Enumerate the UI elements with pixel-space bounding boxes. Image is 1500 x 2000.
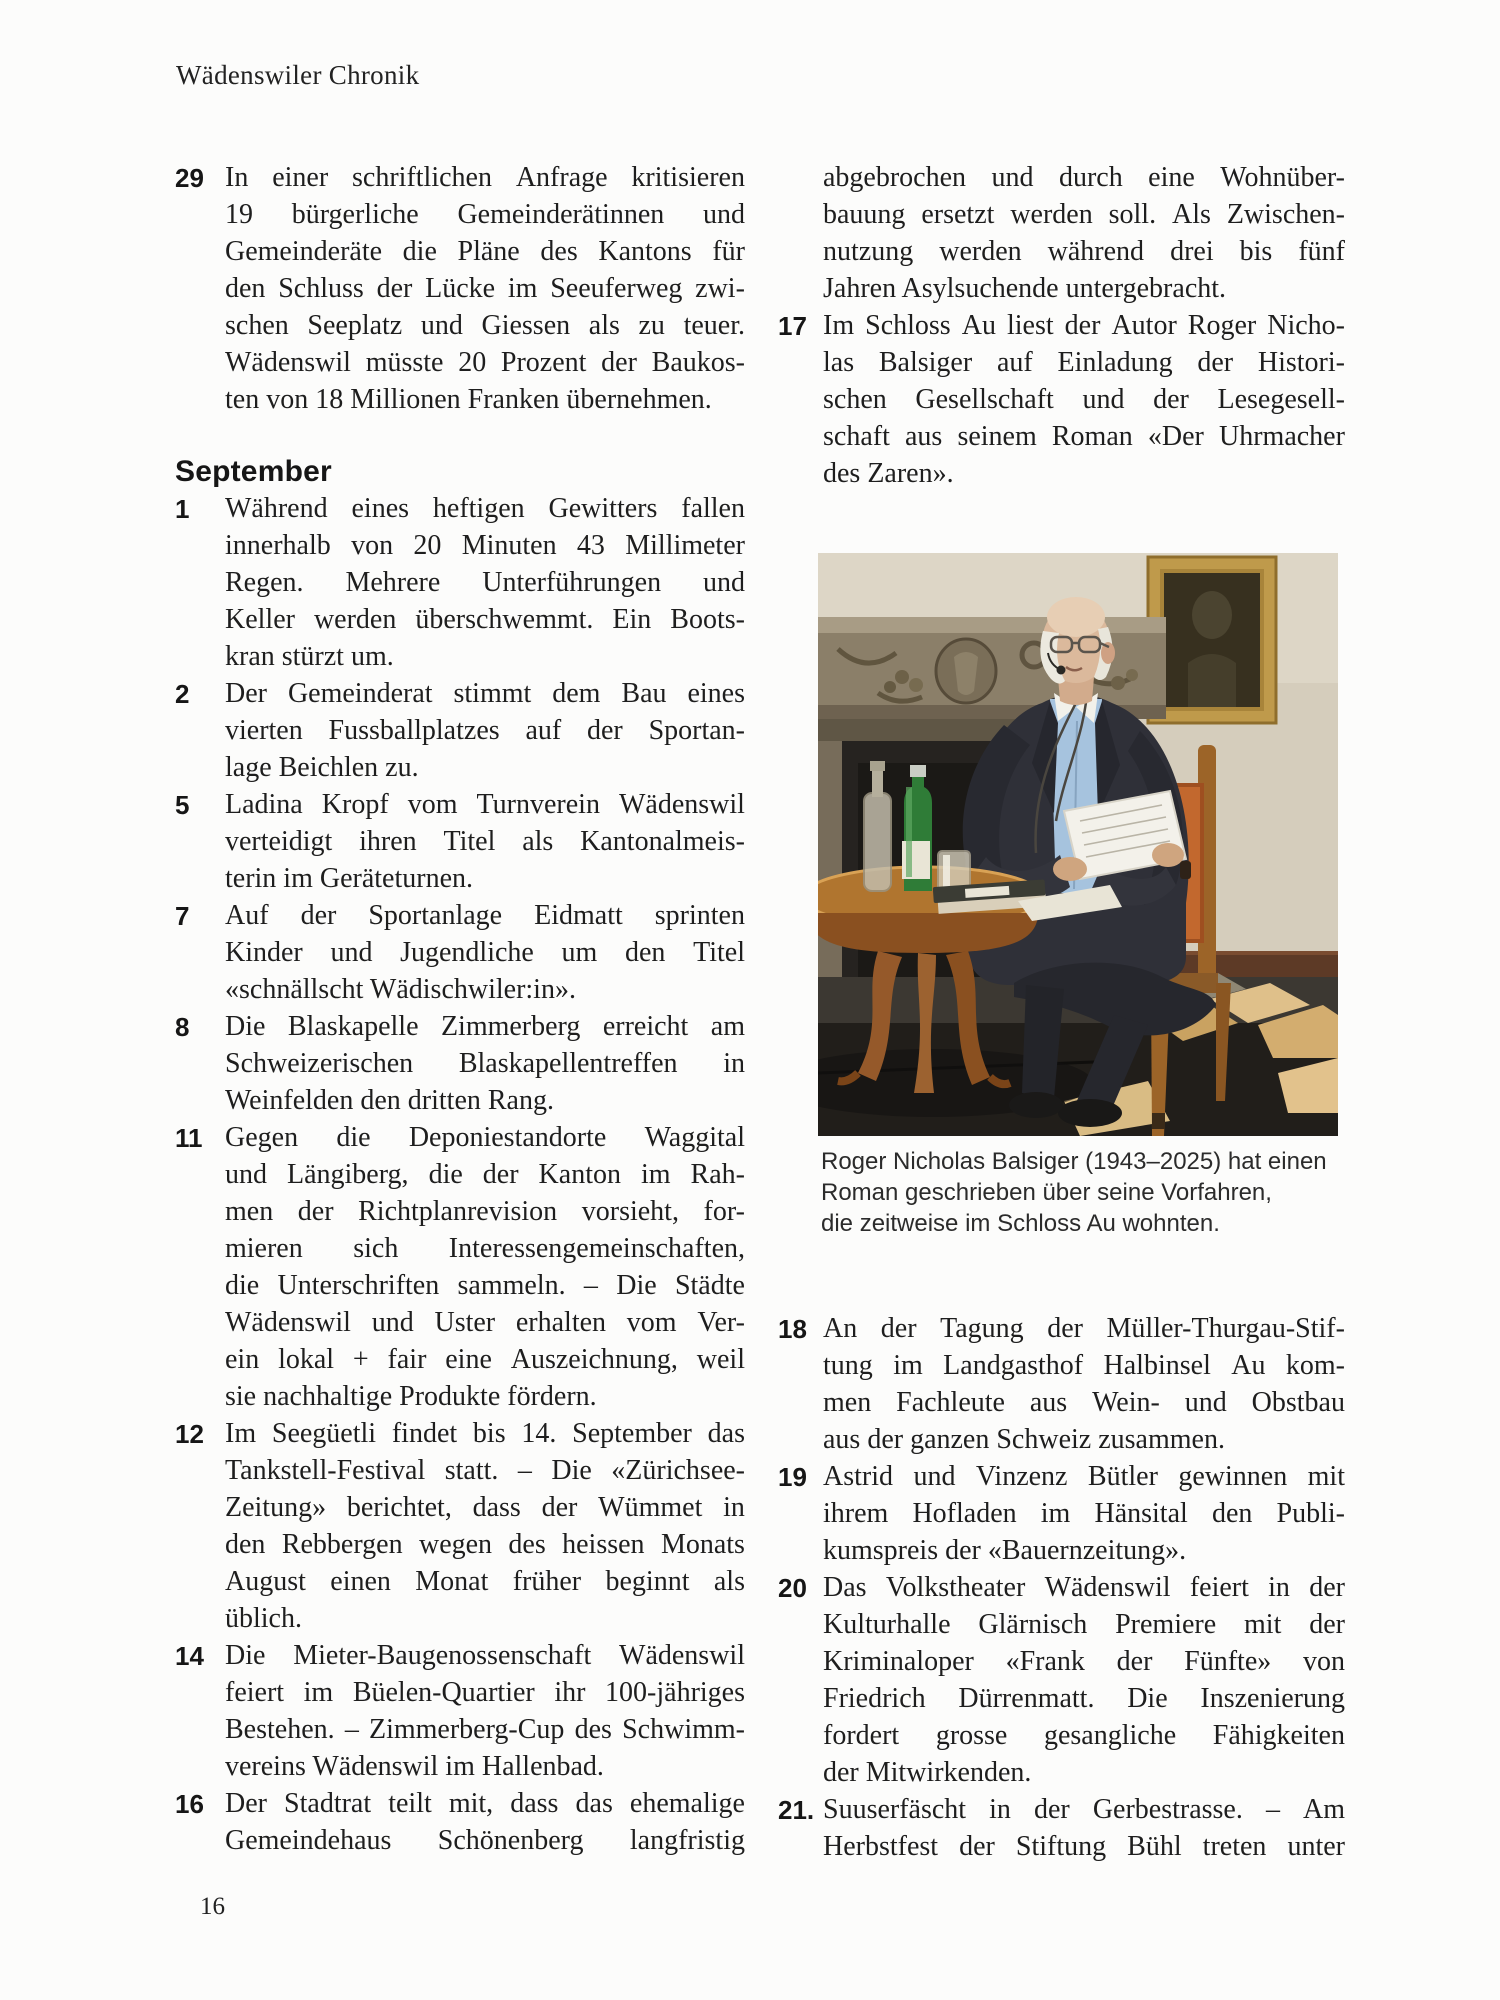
text-line: die Unterschriften sammeln. – Die Städte [225, 1270, 745, 1301]
text-line: innerhalb von 20 Minuten 43 Millimeter [225, 530, 745, 561]
text-line: Kulturhalle Glärnisch Premiere mit der [823, 1609, 1345, 1640]
text-line: kran stürzt um. [225, 641, 394, 672]
chronicle-entry-18 [778, 1310, 1345, 1458]
text-line: Der Gemeinderat stimmt dem Bau eines [225, 678, 745, 709]
entry-text [225, 897, 745, 1008]
entry-day-number: 7 [175, 901, 190, 931]
text-line: Zeitung» berichtet, dass der Wümmet in [225, 1492, 745, 1523]
text-line: Regen. Mehrere Unterführungen und [225, 567, 745, 598]
text-line: ihrem Hofladen im Hänsital den Publi- [823, 1498, 1345, 1529]
right-column-bottom [778, 1310, 1345, 1865]
text-line: Schweizerischen Blaskapellentreffen in [225, 1048, 745, 1079]
chronicle-entry-29 [175, 159, 745, 418]
chronicle-entry-5 [175, 786, 745, 897]
entry-text [225, 675, 745, 786]
chronicle-entry-12 [175, 1415, 745, 1637]
text-line: Wädenswil müsste 20 Prozent der Baukos- [225, 347, 745, 378]
framed-portrait [1148, 557, 1276, 723]
text-line: nutzung werden während drei bis fünf [823, 236, 1345, 267]
text-line: ten von 18 Millionen Franken übernehmen. [225, 384, 712, 415]
photo-roger-balsiger-reading [818, 553, 1338, 1136]
text-line: las Balsiger auf Einladung der Histori- [823, 347, 1345, 378]
text-line: men Fachleute aus Wein- und Obstbau [823, 1387, 1345, 1418]
chronicle-entry-8 [175, 1008, 745, 1119]
text-line: der Mitwirkenden. [823, 1757, 1032, 1788]
entry-text [823, 1310, 1345, 1458]
text-line: August einen Monat früher beginnt als [225, 1566, 745, 1597]
chronicle-entry-19 [778, 1458, 1345, 1569]
text-line: feiert im Büelen-Quartier ihr 100-jähriges [225, 1677, 745, 1708]
entry-text [823, 307, 1345, 492]
caption-line: Roger Nicholas Balsiger (1943–2025) hat einen [821, 1148, 1327, 1175]
text-line: verteidigt ihren Titel als Kantonalmeis- [225, 826, 745, 857]
text-line: Gemeindehaus Schönenberg langfristig [225, 1825, 745, 1856]
entry-text [225, 1008, 745, 1119]
running-header: Wädenswiler Chronik [176, 60, 420, 90]
entry-day-number: 12 [175, 1419, 204, 1449]
text-line: den Rebbergen wegen des heissen Monats [225, 1529, 745, 1560]
text-line: Wädenswil und Uster erhalten vom Ver- [225, 1307, 745, 1338]
entry-day-number: 5 [175, 790, 190, 820]
text-line: Während eines heftigen Gewitters fallen [225, 493, 745, 524]
text-line: mieren sich Interessengemeinschaften, [225, 1233, 745, 1264]
fireplace-mantel [818, 617, 1166, 719]
text-line: schen Gesellschaft und der Lesegesell- [823, 384, 1345, 415]
text-line: Jahren Asylsuchende untergebracht. [823, 273, 1227, 304]
entry-day-number: 16 [175, 1789, 204, 1819]
text-line: Kriminaloper «Frank der Fünfte» von [823, 1646, 1345, 1677]
text-line: Tankstell-Festival statt. – Die «Zürichsee- [225, 1455, 745, 1486]
text-line: Suuserfäscht in der Gerbestrasse. – Am [823, 1794, 1345, 1825]
text-line: Die Blaskapelle Zimmerberg erreicht am [225, 1011, 745, 1042]
chronicle-entry-11 [175, 1119, 745, 1415]
text-line: men der Richtplanrevision vorsieht, for- [225, 1196, 745, 1227]
text-line: Der Stadtrat teilt mit, dass das ehemalige [225, 1788, 745, 1819]
chronicle-entry-1 [175, 490, 745, 675]
text-line: vierten Fussballplatzes auf der Sportan- [225, 715, 745, 746]
entry-text [225, 490, 745, 675]
text-line: Das Volkstheater Wädenswil feiert in der [823, 1572, 1345, 1603]
text-line: tung im Landgasthof Halbinsel Au kom- [823, 1350, 1345, 1381]
text-line: Im Seegüetli findet bis 14. September das [225, 1418, 745, 1449]
text-line: Bestehen. – Zimmerberg-Cup des Schwimm- [225, 1714, 745, 1745]
text-line: sie nachhaltige Produkte fördern. [225, 1381, 597, 1412]
entry-text [225, 1119, 745, 1415]
entry-day-number: 11 [175, 1123, 203, 1153]
entry-text [225, 786, 745, 897]
text-line: Gemeinderäte die Pläne des Kantons für [225, 236, 745, 267]
text-line: Ladina Kropf vom Turnverein Wädenswil [225, 789, 745, 820]
entry-text [225, 1637, 745, 1785]
entry-text [823, 1791, 1345, 1865]
chronicle-entry-2 [175, 675, 745, 786]
chronicle-entry-21 [778, 1791, 1345, 1865]
text-line: kumspreis der «Bauernzeitung». [823, 1535, 1187, 1566]
text-line: Gegen die Deponiestandorte Waggital [225, 1122, 745, 1153]
text-line: In einer schriftlichen Anfrage kritisieren [225, 162, 745, 193]
entry-text [225, 159, 745, 418]
entry-text [823, 159, 1345, 307]
text-line: des Zaren». [823, 458, 954, 489]
chronicle-entry-16 [175, 1785, 745, 1859]
entry-day-number: 19 [778, 1462, 807, 1492]
month-heading: September [175, 455, 332, 488]
chronicle-entry-14 [175, 1637, 745, 1785]
chronicle-entry-20 [778, 1569, 1345, 1791]
entry-day-number: 21. [778, 1795, 815, 1825]
entry-day-number: 20 [778, 1573, 807, 1603]
entry-text [823, 1569, 1345, 1791]
entry-text [225, 1785, 745, 1859]
page-number: 16 [200, 1893, 225, 1920]
text-line: aus der ganzen Schweiz zusammen. [823, 1424, 1225, 1455]
entry-text [225, 1415, 745, 1637]
text-line: und Längiberg, die der Kanton im Rah- [225, 1159, 745, 1190]
text-line: 19 bürgerliche Gemeinderätinnen und [225, 199, 745, 230]
text-line: Die Mieter-Baugenossenschaft Wädenswil [225, 1640, 745, 1671]
caption-line: Roman geschrieben über seine Vorfahren, [821, 1179, 1272, 1206]
text-line: Auf der Sportanlage Eidmatt sprinten [225, 900, 745, 931]
text-line: terin im Geräteturnen. [225, 863, 474, 894]
text-line: Im Schloss Au liest der Autor Roger Nicho- [823, 310, 1345, 341]
text-line: Astrid und Vinzenz Bütler gewinnen mit [823, 1461, 1345, 1492]
entry-day-number: 18 [778, 1314, 807, 1344]
text-line: Herbstfest der Stiftung Bühl treten unter [823, 1831, 1345, 1862]
entry-day-number: 17 [778, 311, 807, 341]
text-line: ein lokal + fair eine Auszeichnung, weil [225, 1344, 745, 1375]
text-line: fordert grosse gesangliche Fähigkeiten [823, 1720, 1345, 1751]
left-column [175, 159, 745, 1859]
text-line: vereins Wädenswil im Hallenbad. [225, 1751, 604, 1782]
chronicle-entry-continued [778, 159, 1345, 307]
text-line: schaft aus seinem Roman «Der Uhrmacher [823, 421, 1345, 452]
photo-caption [821, 1146, 1345, 1239]
entry-text [823, 1458, 1345, 1569]
chronicle-entry-7 [175, 897, 745, 1008]
text-line: Kinder und Jugendliche um den Titel [225, 937, 745, 968]
right-column-top [778, 159, 1345, 492]
chronicle-entry-17 [778, 307, 1345, 492]
entry-day-number: 29 [175, 163, 204, 193]
entry-day-number: 1 [175, 494, 190, 524]
caption-line: die zeitweise im Schloss Au wohnten. [821, 1210, 1220, 1237]
text-line: «schnällscht Wädischwiler:in». [225, 974, 576, 1005]
text-line: den Schluss der Lücke im Seeuferweg zwi- [225, 273, 745, 304]
text-line: Keller werden überschwemmt. Ein Boots- [225, 604, 745, 635]
entry-day-number: 2 [175, 679, 190, 709]
text-line: An der Tagung der Müller-Thurgau-Stif- [823, 1313, 1345, 1344]
text-line: schen Seeplatz und Giessen als zu teuer. [225, 310, 745, 341]
entry-day-number: 8 [175, 1012, 190, 1042]
entry-day-number: 14 [175, 1641, 204, 1671]
photo-illustration [818, 553, 1338, 1136]
text-line: üblich. [225, 1603, 302, 1634]
text-line: Friedrich Dürrenmatt. Die Inszenierung [823, 1683, 1345, 1714]
text-line: bauung ersetzt werden soll. Als Zwischen- [823, 199, 1345, 230]
text-line: Weinfelden den dritten Rang. [225, 1085, 554, 1116]
text-line: lage Beichlen zu. [225, 752, 419, 783]
text-line: abgebrochen und durch eine Wohnüber- [823, 162, 1345, 193]
